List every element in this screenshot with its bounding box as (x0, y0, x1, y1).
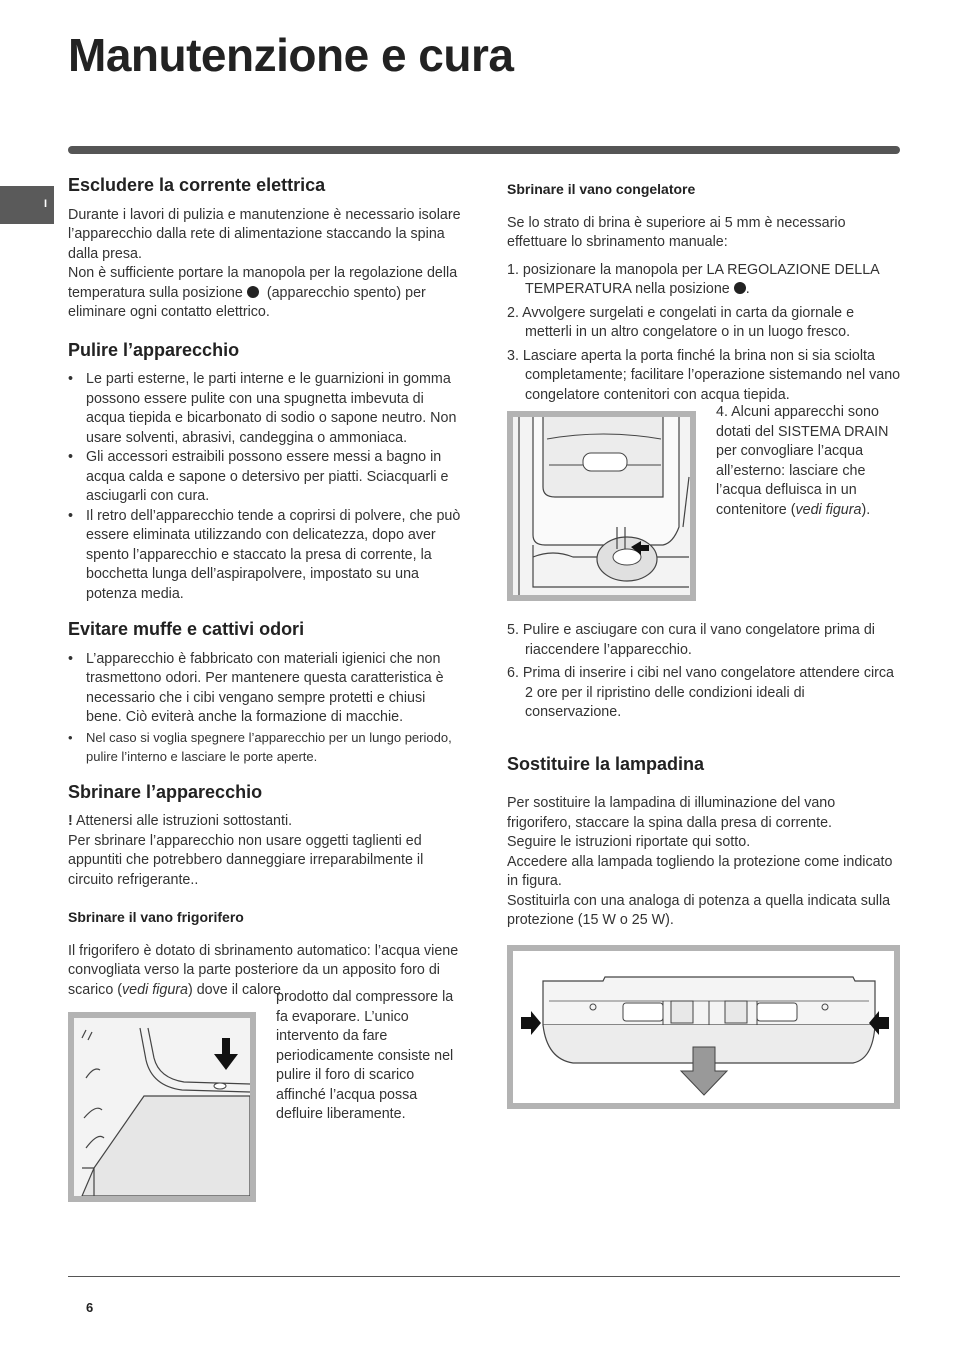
list-item: 5. Pulire e asciugare con cura il vano congelatore prima di riaccendere l’apparecchio. (507, 622, 875, 658)
list-item: 3. Lasciare aperta la porta finché la brina non si sia sciolta completamente; facilitare l’operazione sistemando nel vano congelatore contenitori con acqua tiepida. (507, 347, 901, 403)
step-1-end: . (745, 281, 750, 297)
escludere-paragraph-2 (68, 264, 463, 323)
heading-evitare: Evitare muffe e cattivi odori (68, 619, 305, 639)
drain-system-figure (507, 411, 696, 601)
congelatore-steps-continued (507, 621, 902, 723)
frigorifero-p1-start: Il frigorifero è dotato di sbrinamento automatico: l’acqua viene convogliata verso la parte posteriore da un apposito foro di scarico ( (68, 942, 459, 998)
frigorifero-side-text: prodotto dal compressore la fa evaporare. L’unico intervento da fare periodicamente consiste nel pulire il foro di scarico affinché l’acqua possa defluire liberamente. (276, 989, 454, 1122)
frigorifero-see-figure: vedi figura (122, 981, 188, 998)
warning-mark: ! (68, 813, 73, 829)
step-4-text (716, 403, 904, 520)
list-item (507, 261, 902, 300)
list-item: 2. Avvolgere surgelati e congelati in carta da giornale e metterli in un altro congelatore o in un luogo fresco. (507, 304, 855, 340)
language-tab (0, 186, 54, 224)
list-item: • Nel caso si voglia spegnere l’apparecchio per un lungo periodo, pulire l’interno e lasciare le porte aperte. (68, 728, 463, 767)
pulire-list (68, 370, 463, 604)
lampadina-paragraph-2: Seguire le istruzioni riportate qui sotto. (507, 834, 751, 850)
escludere-p2-end: (apparecchio spento) per eliminare ogni contatto elettrico. (68, 284, 426, 320)
list-item: 6. Prima di inserire i cibi nel vano congelatore attendere circa 2 ore per il ripristino delle condizioni ideali di conservazione. (507, 665, 895, 720)
lampadina-paragraph-4: Sostituirla con una analoga di potenza a quella indicata sulla protezione (15 W o 25 W). (507, 892, 891, 928)
heading-lampadina: Sostituire la lampadina (507, 753, 705, 774)
escludere-paragraph-1: Durante i lavori di pulizia e manutenzione è necessario isolare l’apparecchio dalla rete di alimentazione staccando la spina dalla presa. (68, 206, 461, 262)
lamp-cover-illustration (513, 951, 894, 1103)
list-item: • L’apparecchio è fabbricato con materiali igienici che non trasmettono odori. Per mantenere questa caratteristica è necessario che i cibi vengano sempre protetti e chiusi bene. Ciò eviterà anche la formazione di macchie. (68, 650, 463, 728)
off-position-symbol (247, 286, 259, 298)
escludere-p2-start: Non è sufficiente portare la manopola per la regolazione della temperatura sulla posizione (68, 265, 458, 301)
heading-frigorifero: Sbrinare il vano frigorifero (68, 909, 244, 925)
warning-text: Attenersi alle istruzioni sottostanti. (75, 813, 293, 829)
list-item: • Gli accessori estraibili possono essere messi a bagno in acqua calda e sapone o detersivo per piatti. Sciacquarli e asciugarli con cura. (68, 448, 463, 507)
list-item: • Le parti esterne, le parti interne e le guarnizioni in gomma possono essere pulite con una spugnetta imbevuta di acqua tiepida e bicarbonato di sodio o sapone neutro. Non usare solventi, abrasivi, candeggina o ammoniaca. (68, 370, 463, 448)
step-4-start: 4. Alcuni apparecchi sono dotati del SISTEMA DRAIN per convogliare l’acqua all’esterno: lasciare che l’acqua defluisca in un contenitore ( (716, 404, 889, 518)
page-number: 6 (86, 1300, 94, 1315)
congelatore-intro: Se lo strato di brina è superiore ai 5 mm è necessario effettuare lo sbrinamento manuale: (507, 214, 846, 250)
right-column (507, 176, 902, 1109)
lamp-cover-figure (507, 945, 900, 1109)
step-1-start: 1. posizionare la manopola per LA REGOLAZIONE DELLA TEMPERATURA nella posizione (507, 261, 879, 297)
fridge-drain-illustration (74, 1018, 250, 1196)
off-position-symbol (734, 282, 746, 294)
fridge-drain-figure (68, 1012, 256, 1202)
evitare-list (68, 650, 463, 767)
heading-pulire: Pulire l’apparecchio (68, 339, 240, 360)
title-rule (68, 146, 900, 154)
lampadina-paragraph-1: Per sostituire la lampadina di illuminazione del vano frigorifero, staccare la spina dalla presa di corrente. (507, 795, 836, 831)
congelatore-steps (507, 261, 902, 406)
page-title: Manutenzione e cura (68, 29, 514, 81)
footer-rule (68, 1276, 900, 1277)
warning-note (68, 812, 463, 832)
step-4-see-figure: vedi figura (795, 501, 862, 518)
step-4-end: ). (861, 501, 871, 518)
drain-system-illustration (513, 417, 690, 595)
heading-escludere: Escludere la corrente elettrica (68, 175, 326, 195)
heading-congelatore: Sbrinare il vano congelatore (507, 181, 696, 197)
list-item: • Il retro dell’apparecchio tende a coprirsi di polvere, che può essere eliminata utilizzando con delicatezza, dopo aver spento l’apparecchio e staccato la presa di corrente, la bocchetta lunga dell’aspirapolvere, impostato su una potenza media. (68, 507, 463, 605)
lampadina-paragraph-3: Accedere alla lampada togliendo la protezione come indicato in figura. (507, 853, 893, 889)
drain-figure-block (507, 404, 902, 605)
frigorifero-p1-end: ) dove il calore (188, 981, 281, 998)
heading-sbrinare: Sbrinare l’apparecchio (68, 781, 263, 802)
sbrinare-paragraph: Per sbrinare l’apparecchio non usare oggetti taglienti ed appuntiti che potrebbero danneggiare irreparabilmente il circuito refrigerante.. (68, 832, 424, 888)
language-tab-label: I (44, 198, 48, 210)
left-column (68, 176, 463, 1210)
